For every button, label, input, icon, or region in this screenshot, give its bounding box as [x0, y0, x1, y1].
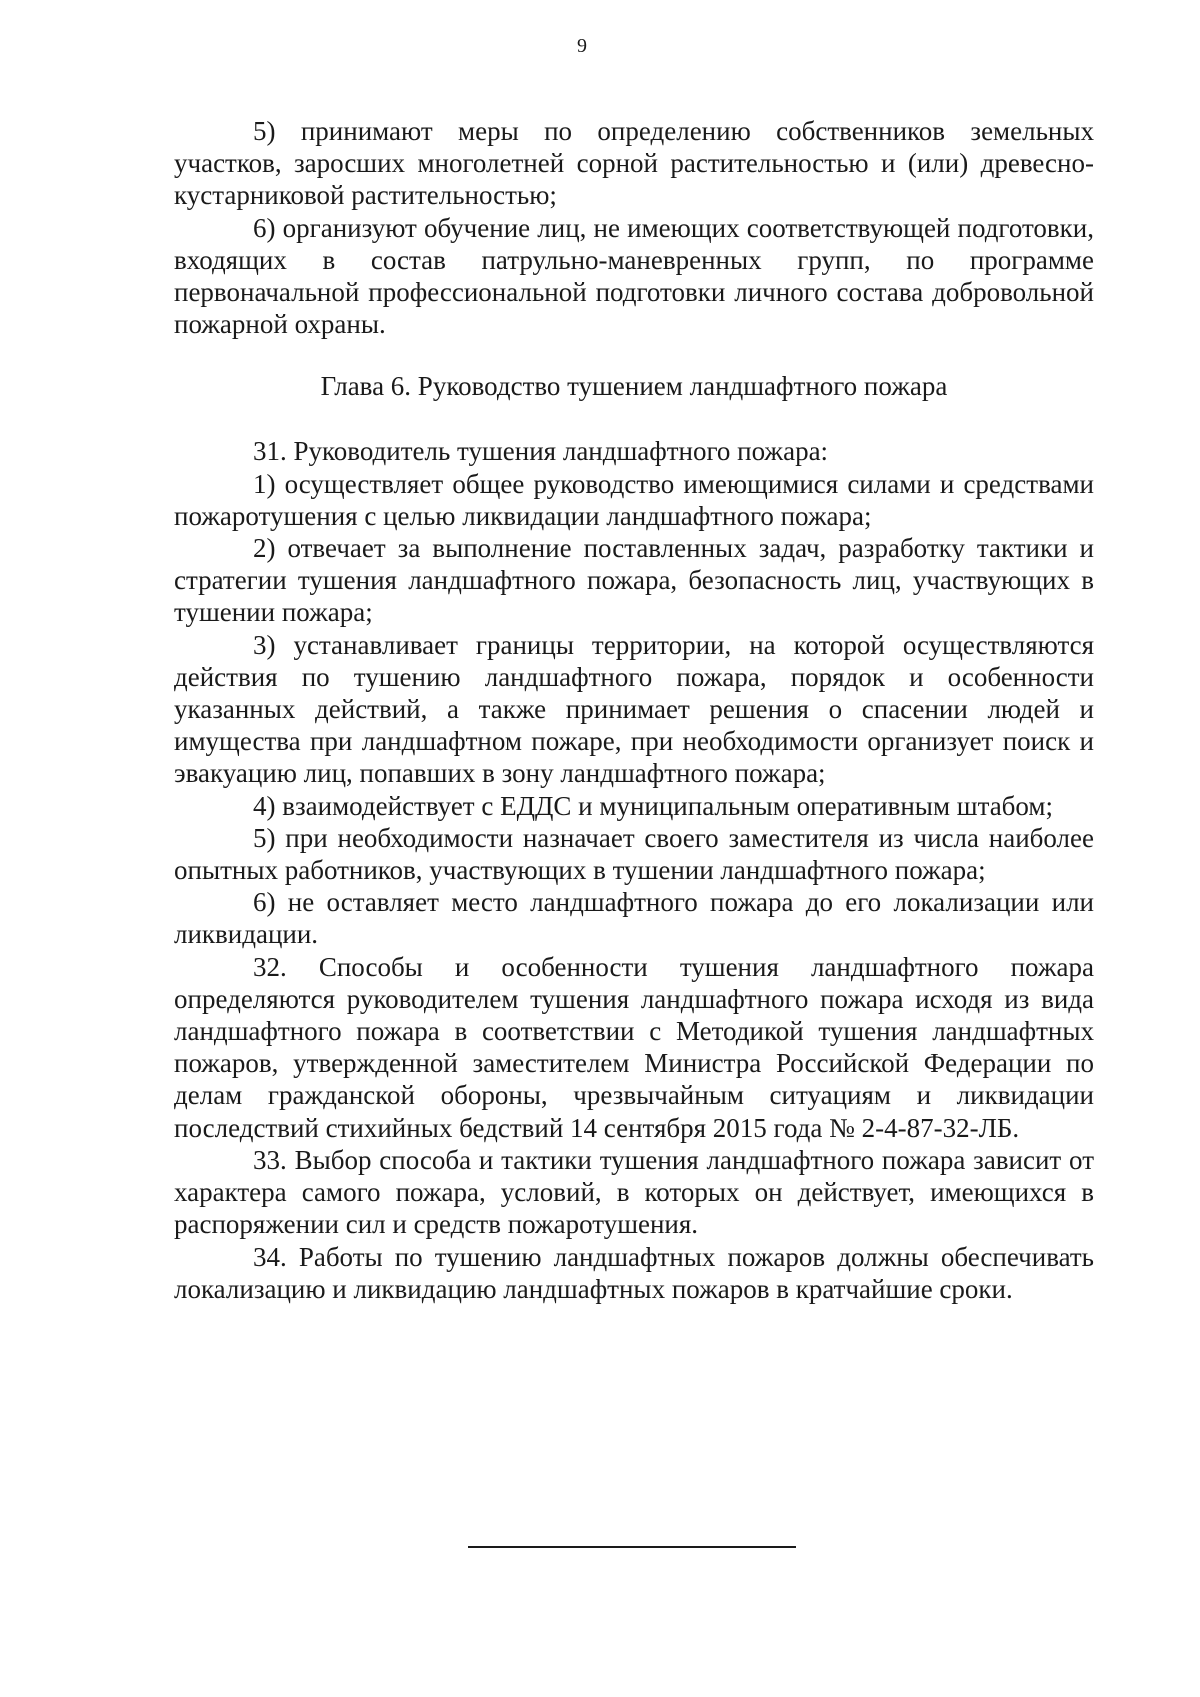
paragraph-31-item-5: 5) при необходимости назначает своего заместителя из числа наиболее опытных работников, участвующих в тушении ландшафтного пожара; — [174, 822, 1094, 886]
paragraph-31-item-6: 6) не оставляет место ландшафтного пожара до его локализации или ликвидации. — [174, 887, 1094, 950]
paragraph-31-item-1: 1) осуществляет общее руководство имеющимися силами и средствами пожаротушения с целью ликвидации ландшафтного пожара; — [174, 468, 1094, 531]
paragraph-31-item-3: 3) устанавливает границы территории, на которой осуществляются действия по тушению ландшафтного пожара, порядок и особенности указанных действий, а также принимает решения о спасении людей и имущества при ландшафтном пожаре, при необходимости организует поиск и эвакуацию лиц, попавших в зону ландшафтного пожара; — [174, 629, 1094, 789]
paragraph-item-5: 5) принимают меры по определению собственников земельных участков, заросших многолетней сорной растительностью и (или) древесно-кустарниковой растительностью; — [174, 116, 1094, 211]
paragraph-34: 34. Работы по тушению ландшафтных пожаров должны обеспечивать локализацию и ликвидацию ландшафтных пожаров в кратчайшие сроки. — [174, 1241, 1094, 1304]
paragraph-33: 33. Выбор способа и тактики тушения ландшафтного пожара зависит от характера самого пожара, условий, в которых он действует, имеющихся в распоряжении сил и средств пожаротушения. — [174, 1144, 1094, 1240]
paragraph-item-6: 6) организуют обучение лиц, не имеющих соответствующей подготовки, входящих в состав патрульно-маневренных групп, по программе первоначальной профессиональной подготовки личного состава добровольной пожарной охраны. — [174, 212, 1094, 340]
paragraph-31-item-2: 2) отвечает за выполнение поставленных задач, разработку тактики и стратегии тушения ландшафтного пожара, безопасность лиц, участвующих в тушении пожара; — [174, 533, 1094, 628]
document-body — [174, 115, 1094, 1305]
end-of-document-rule — [468, 1546, 796, 1548]
chapter-heading: Глава 6. Руководство тушением ландшафтного пожара — [320, 371, 948, 402]
paragraph-32: 32. Способы и особенности тушения ландшафтного пожара определяются руководителем тушения ландшафтного пожара исходя из вида ландшафтного пожара в соответствии с Методикой тушения ландшафтных пожаров, утвержденной заместителем Министра Российской Федерации по делам гражданской обороны, чрезвычайным ситуациям и ликвидации последствий стихийных бедствий 14 сентября 2015 года № 2-4-87-32-ЛБ. — [174, 951, 1094, 1143]
paragraph-31-item-4: 4) взаимодействует с ЕДДС и муниципальным оперативным штабом; — [253, 790, 1053, 821]
paragraph-31-intro: 31. Руководитель тушения ландшафтного пожара: — [253, 436, 829, 467]
page-number: 9 — [577, 35, 587, 57]
